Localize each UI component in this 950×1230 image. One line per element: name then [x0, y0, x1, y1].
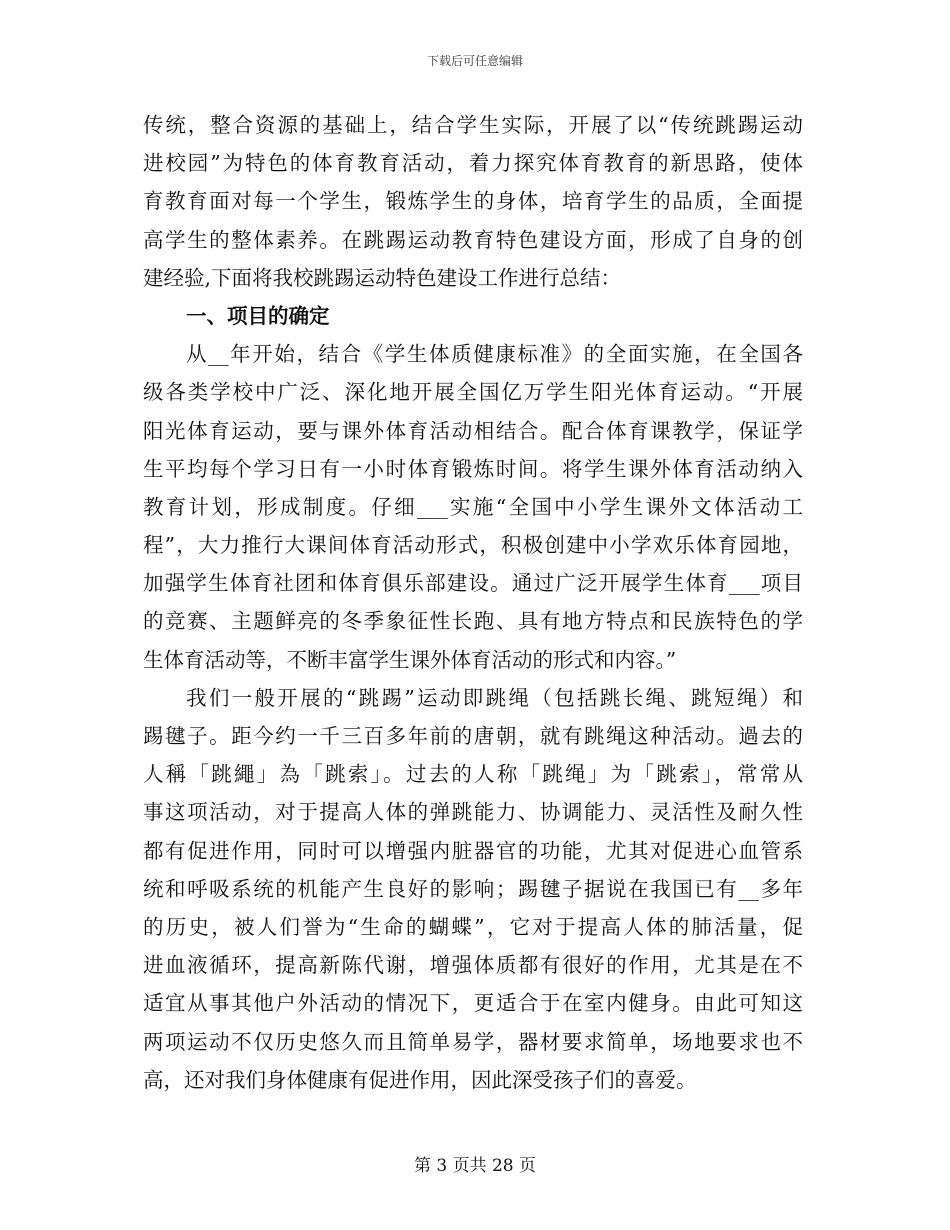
text-line: 我们一般开展的“跳踢”运动即跳绳（包括跳长绳、跳短绳）和: [186, 685, 803, 710]
text-line: 的历史，被人们誉为“生命的蝴蝶”，它对于提高人体的肺活量，促: [143, 914, 803, 939]
text-line: 高学生的整体素养。在跳踢运动教育特色建设方面，形成了自身的创: [143, 227, 803, 252]
text-line: 生平均每个学习日有一小时体育锻炼时间。将学生课外体育活动纳入: [143, 456, 803, 481]
text-line: 适宜从事其他户外活动的情况下，更适合于在室内健身。由此可知这: [143, 991, 803, 1016]
document-body: [143, 106, 803, 1099]
text-line: 传统，整合资源的基础上，结合学生实际，开展了以“传统跳踢运动: [143, 113, 803, 137]
text-line: 级各类学校中广泛、深化地开展全国亿万学生阳光体育运动。“开展: [143, 380, 803, 405]
section-heading: 一、项目的确定: [186, 303, 330, 328]
page-header: 下载后可任意编辑: [426, 54, 523, 68]
text-line: 的竞赛、主题鲜亮的冬季象征性长跑、具有地方特点和民族特色的学: [143, 609, 803, 634]
text-line: 进校园”为特色的体育教育活动，着力探究体育教育的新思路，使体: [143, 151, 803, 176]
text-line: 阳光体育运动，要与课外体育活动相结合。配合体育课教学，保证学: [143, 418, 803, 443]
page-footer: 第 3 页共 28 页: [413, 1156, 537, 1176]
text-line: 加强学生体育社团和体育俱乐部建设。通过广泛开展学生体育___项目: [143, 571, 803, 596]
text-line: 建经验,下面将我校跳踢运动特色建设工作进行总结：: [143, 265, 622, 290]
text-line: 教育计划，形成制度。仔细___实施“全国中小学生课外文体活动工: [143, 494, 803, 519]
text-line: 踢毽子。距今约一千三百多年前的唐朝，就有跳绳这种活动。過去的: [143, 724, 803, 748]
text-line: 高，还对我们身体健康有促进作用，因此深受孩子们的喜爱。: [143, 1067, 697, 1092]
text-line: 统和呼吸系统的机能产生良好的影响；踢毽子据说在我国已有__多年: [143, 876, 803, 901]
text-line: 两项运动不仅历史悠久而且简单易学，器材要求简单，场地要求也不: [143, 1029, 803, 1054]
text-line: 进血液循环，提高新陈代谢，增强体质都有很好的作用，尤其是在不: [143, 953, 803, 978]
text-line: 程”，大力推行大课间体育活动形式，积极创建中小学欢乐体育园地，: [143, 533, 803, 558]
text-line: 人稱「跳繩」為「跳索」。过去的人称「跳绳」为「跳索」，常常从: [143, 762, 803, 787]
text-line: 都有促进作用，同时可以增强内脏器官的功能，尤其对促进心血管系: [143, 838, 803, 863]
text-line: 事这项活动，对于提高人体的弹跳能力、协调能力、灵活性及耐久性: [143, 800, 803, 825]
text-line: 生体育活动等，不断丰富学生课外体育活动的形式和内容。”: [143, 647, 677, 672]
text-line: 从__年开始，结合《学生体质健康标准》的全面实施，在全国各: [186, 342, 803, 367]
text-line: 育教育面对每一个学生，锻炼学生的身体，培育学生的品质，全面提: [143, 189, 803, 214]
